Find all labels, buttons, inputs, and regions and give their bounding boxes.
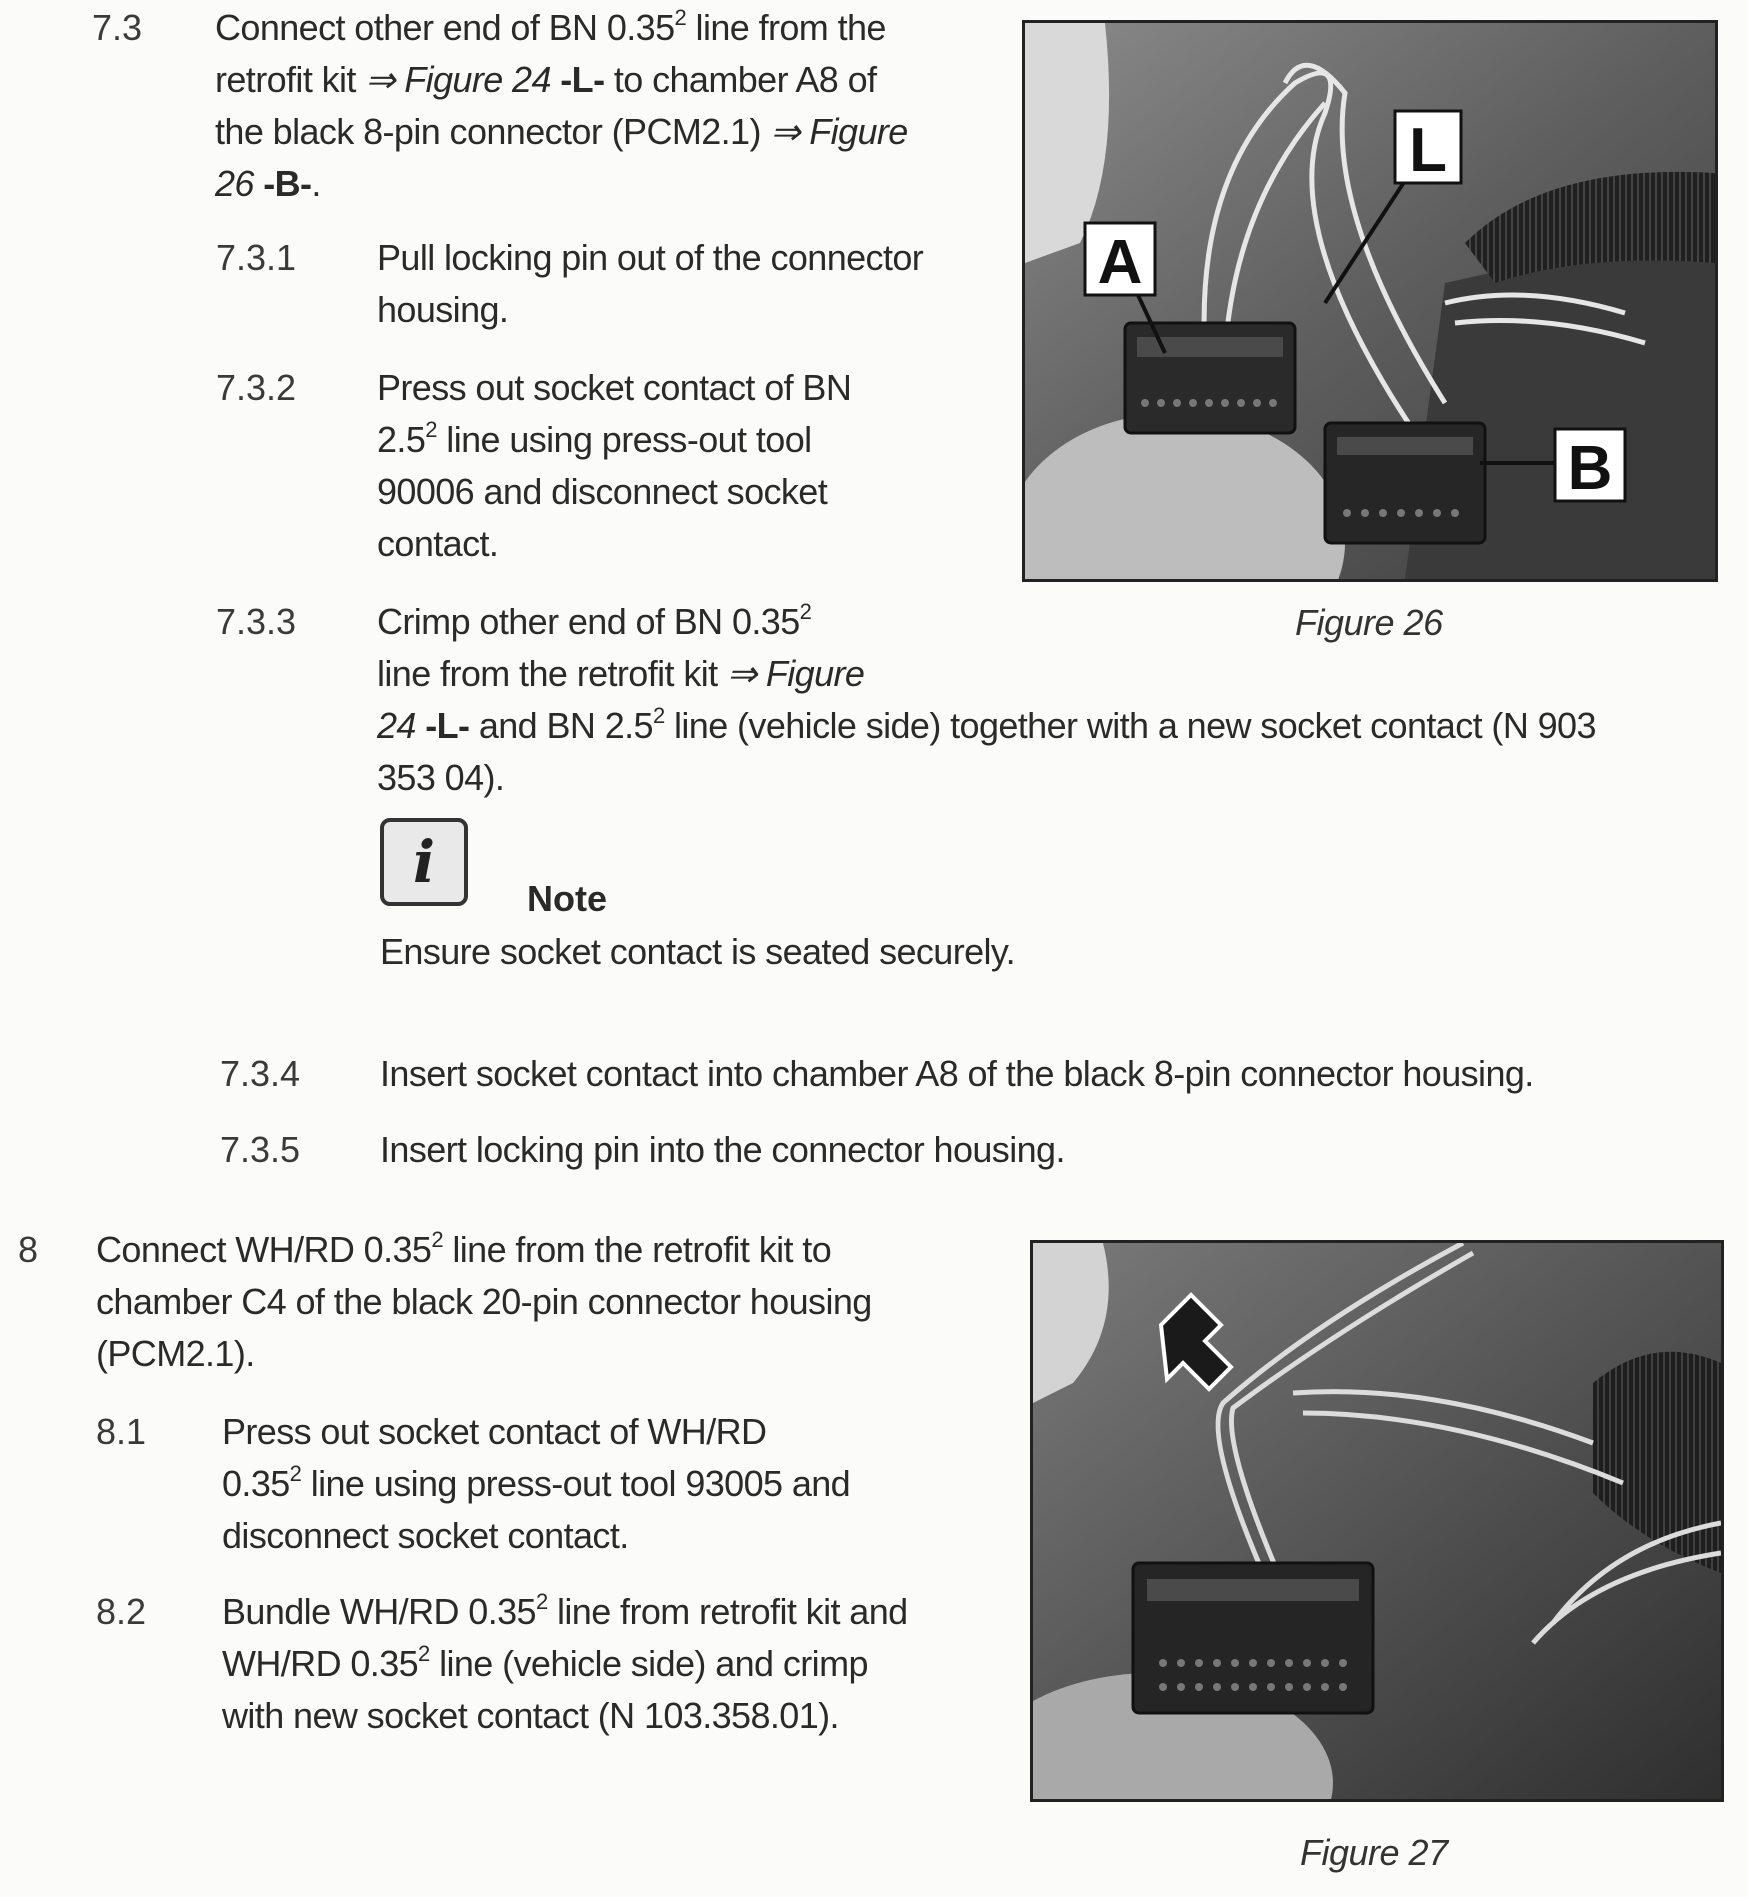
step-number: 7.3.5 <box>220 1129 301 1170</box>
step-text: Insert socket contact into chamber A8 of the black 8-pin connector housing. <box>380 1053 1534 1094</box>
svg-text:L: L <box>1409 116 1447 185</box>
step-text: disconnect socket contact. <box>222 1515 629 1556</box>
figure-reference[interactable]: ⇒ Figure 24 <box>365 59 551 100</box>
step-text: the black 8-pin connector (PCM2.1) ⇒ Figure <box>215 111 908 152</box>
step-number: 8 <box>18 1229 39 1270</box>
step-number: 7.3.2 <box>216 367 297 408</box>
step-text: contact. <box>377 523 499 564</box>
step-text: chamber C4 of the black 20-pin connector housing <box>96 1281 872 1322</box>
svg-text:A: A <box>1097 228 1143 297</box>
figure-reference[interactable]: 26 <box>215 163 254 204</box>
step-text: (PCM2.1). <box>96 1333 255 1374</box>
step-number: 8.2 <box>96 1591 147 1632</box>
step-text: Connect WH/RD 0.35$^2$ line from the retrofit kit to <box>96 1227 832 1270</box>
step-text: 24 -L- and BN $2.5^2$ line (vehicle side) together with a new socket contact (N 903 <box>377 703 1596 746</box>
label-a <box>1085 223 1155 297</box>
step-text: Bundle WH/RD 0.35$^2$ line from retrofit kit and <box>222 1589 908 1632</box>
note-text: Ensure socket contact is seated securely. <box>380 931 1016 972</box>
step-number: 7.3.3 <box>216 601 297 642</box>
label-l <box>1395 111 1461 185</box>
figure-reference[interactable]: 24 <box>377 705 416 746</box>
svg-text:B: B <box>1567 434 1613 503</box>
step-text: Press out socket contact of BN <box>377 367 852 408</box>
step-text: $2.5^2$ line using press-out tool <box>377 417 812 460</box>
figure-27-photo <box>1030 1240 1724 1802</box>
step-number: 7.3.1 <box>216 237 297 278</box>
step-text: Crimp other end of BN 0.35$^2$ <box>377 599 812 642</box>
figure-26-photo <box>1022 20 1718 582</box>
note-title: Note <box>527 878 607 919</box>
step-text: Connect other end of BN 0.35$^2$ line from the <box>215 5 886 48</box>
info-icon: i <box>380 818 468 906</box>
step-text: 26 -B-. <box>215 163 321 204</box>
label-b <box>1555 429 1625 503</box>
step-text: WH/RD 0.35$^2$ line (vehicle side) and crimp <box>222 1641 868 1684</box>
step-number: 7.3 <box>92 7 143 48</box>
step-number: 7.3.4 <box>220 1053 301 1094</box>
step-text: 353 04). <box>377 757 505 798</box>
step-number: 8.1 <box>96 1411 147 1452</box>
step-text: 90006 and disconnect socket <box>377 471 828 512</box>
figure-27-caption: Figure 27 <box>1300 1832 1448 1873</box>
step-text: Press out socket contact of WH/RD <box>222 1411 767 1452</box>
figure-reference[interactable]: ⇒ Figure <box>726 653 865 694</box>
step-text: housing. <box>377 289 509 330</box>
step-text: line from the retrofit kit ⇒ Figure <box>377 653 865 694</box>
step-text: with new socket contact (N 103.358.01). <box>222 1695 839 1736</box>
step-text: Pull locking pin out of the connector <box>377 237 924 278</box>
step-text: retrofit kit ⇒ Figure 24 -L- to chamber A8 of <box>215 59 877 100</box>
step-text: 0.35$^2$ line using press-out tool 93005 and <box>222 1461 851 1504</box>
figure-26-caption: Figure 26 <box>1295 602 1443 643</box>
step-text: Insert locking pin into the connector housing. <box>380 1129 1065 1170</box>
figure-reference[interactable]: ⇒ Figure <box>770 111 908 152</box>
